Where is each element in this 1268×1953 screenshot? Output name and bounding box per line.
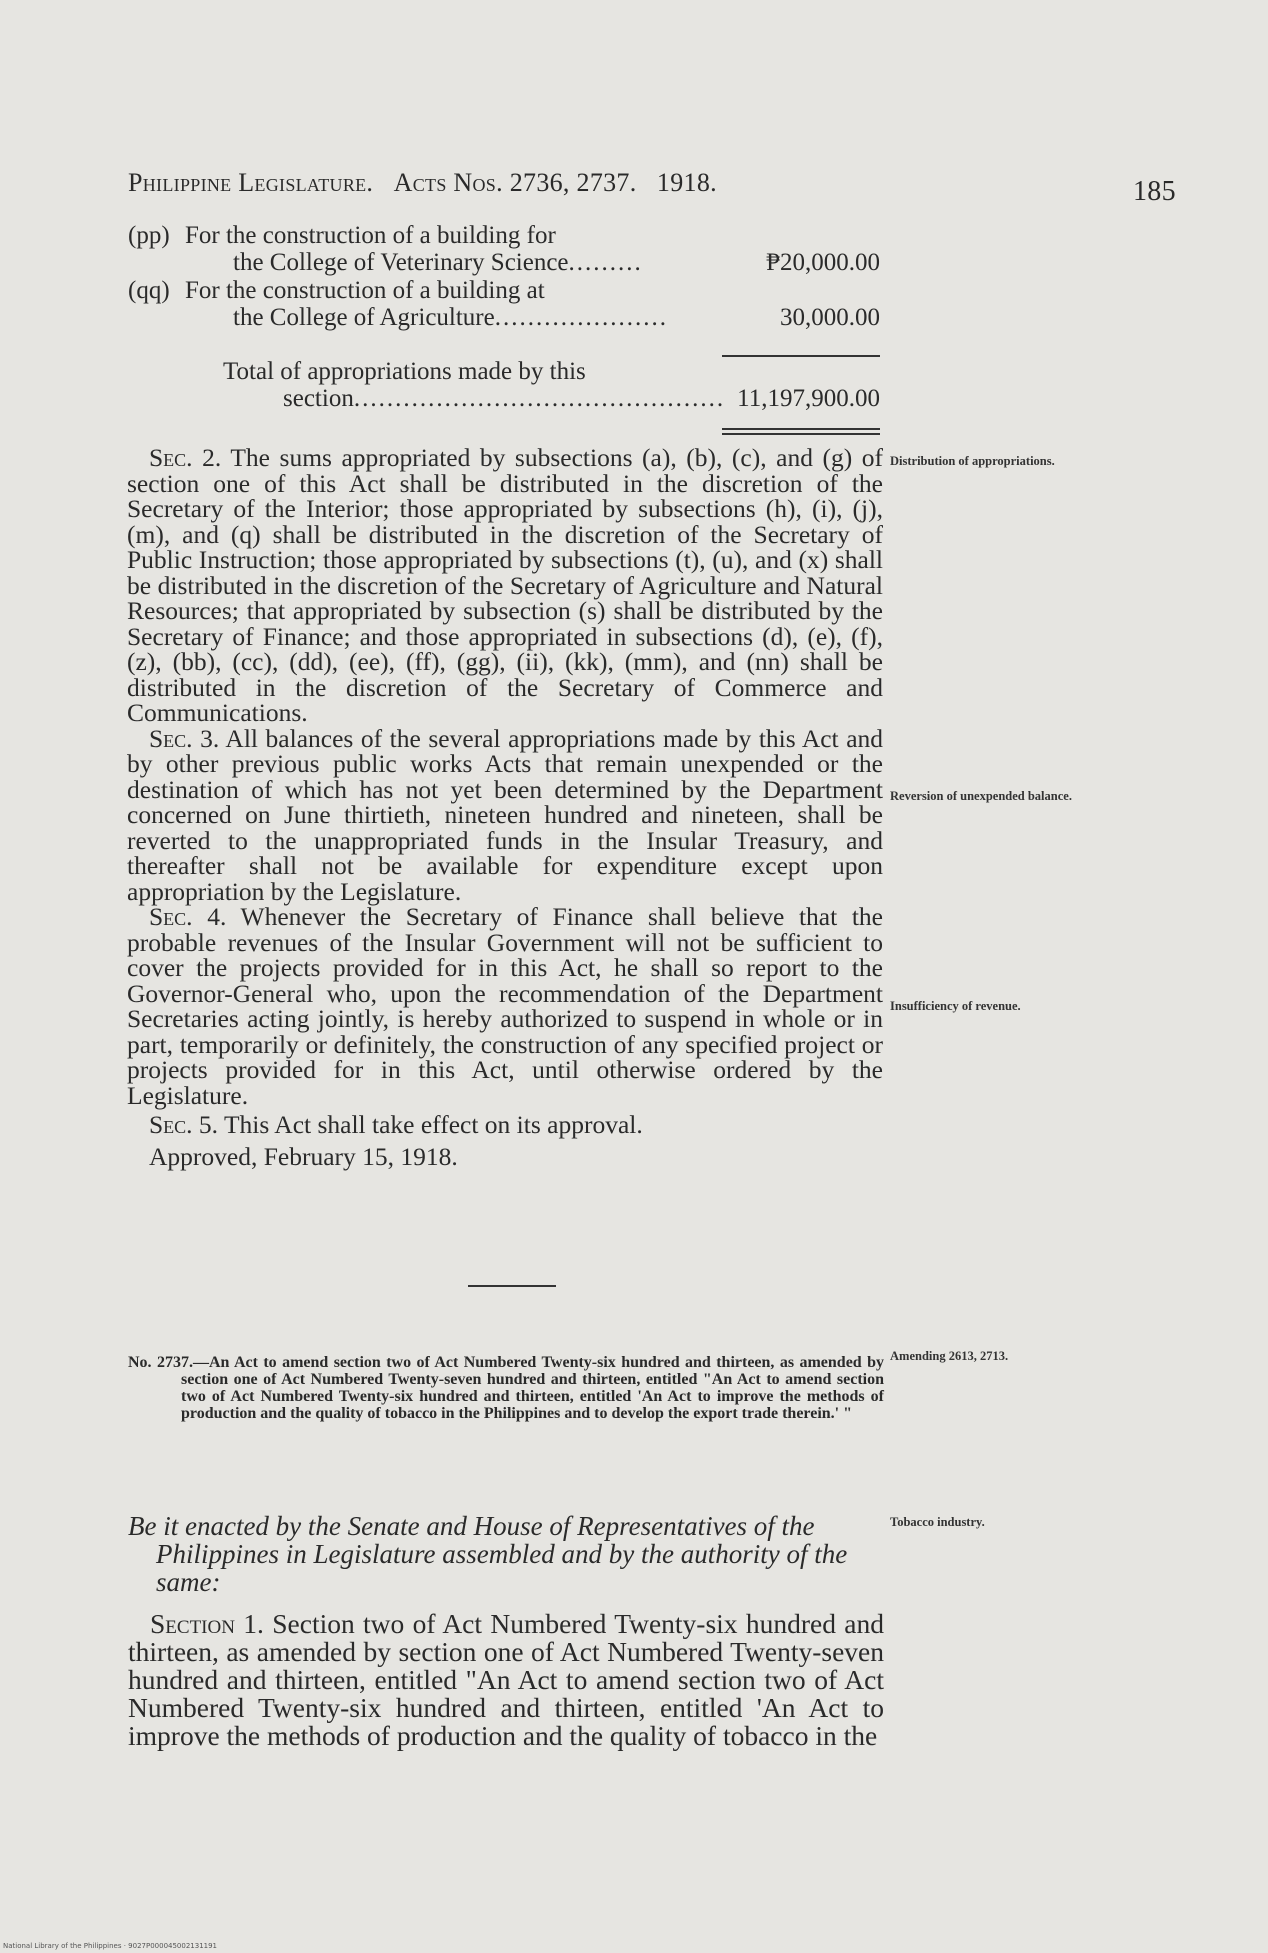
section-3-label: Sec. 3. (149, 723, 220, 753)
section-3 (127, 723, 884, 906)
appropriation-pp: (pp) For the construction of a building for the College of Veterinary Science......... ₱20,000.00 (128, 222, 880, 276)
scan-footer: National Library of the Philippines · 9027P000045002131191 (3, 1942, 218, 1950)
appropriation-pp-label: (pp) (128, 222, 170, 249)
appropriation-qq: (qq) For the construction of a building at the College of Agriculture..................... 30,000.00 (128, 277, 880, 331)
section-1-label: Section 1. (150, 1608, 264, 1639)
approval-line: Approved, February 15, 1918. (149, 1141, 458, 1171)
margin-note-tobacco: Tobacco industry. (890, 1515, 985, 1529)
section-5-text: This Act shall take effect on its approval. (223, 1110, 643, 1139)
section-2-text: The sums appropriated by subsections (a), (b), (c), and (g) of section one of this Act shall be distributed in the discretion of the Secretary of the Interior; those appropriated by subsections (h), (i), (j), (m), and (q) shall be distributed in the discretion of the Secretary of Public Instruction; those appropriated by subsections (t), (u), and (x) shall be distributed in the discretion of the Secretary of Agriculture and Natural Resources; that appropriated by subsection (s) shall be distributed by the Secretary of Finance; and those appropriated in subsections (d), (e), (f), (z), (bb), (cc), (dd), (ee), (ff), (gg), (ii), (kk), (mm), and (nn) shall be distributed in the discretion of the Secretary of Commerce and Communications. (127, 443, 884, 727)
section-3-text: All balances of the several appropriations made by this Act and by other previous public works Acts that remain unexpended or the destination of which has not yet been determined by the Department concerned on June thirtieth, nineteen hundred and nineteen, shall be reverted to the unappropriated funds in the Insular Treasury, and thereafter shall not be available for expenditure except upon appropriation by the Legislature. (127, 723, 884, 906)
margin-note-amending: Amending 2613, 2713. (890, 1349, 1009, 1363)
appropriation-pp-line2: the College of Veterinary Science (233, 249, 569, 276)
appropriation-qq-label: (qq) (128, 277, 170, 304)
enacting-clause-text: Be it enacted by the Senate and House of Representatives of the Philippines in Legislature assembled and by the authority of the same: (128, 1511, 848, 1597)
enacting-clause (128, 1512, 884, 1596)
section-5-label: Sec. 5. (149, 1110, 219, 1139)
act-2737-number: No. 2737. (128, 1354, 193, 1371)
act-2737-title: —An Act to amend section two of Act Numbered Twenty-six hundred and thirteen, as amended by section one of Act Numbered Twenty-seven hundred and thirteen, entitled "An Act to amend section two of Act Numbered Twenty-six hundred and thirteen, entitled 'An Act to improve the methods of production and the quality of tobacco in the Philippines and to develop the export trade therein.' " (181, 1354, 885, 1422)
section-4-label: Sec. 4. (149, 902, 227, 931)
section-1-text: Section two of Act Numbered Twenty-six hundred and thirteen, as amended by section one of Act Numbered Twenty-seven hundred and thirteen, entitled "An Act to amend section two of Act Numbered Twenty-six hundred and thirteen, entitled 'An Act to improve the methods of production and the quality of tobacco in the (128, 1608, 885, 1751)
page-number: 185 (1133, 176, 1176, 207)
section-5 (127, 1112, 883, 1138)
header-title: Philippine Legislature. (128, 168, 374, 197)
appropriation-pp-line1: For the construction of a building for (185, 222, 556, 249)
appropriation-pp-amount: ₱20,000.00 (766, 249, 880, 276)
margin-note-reversion: Reversion of unexpended balance. (890, 789, 1072, 803)
section-4-text: Whenever the Secretary of Finance shall believe that the probable revenues of the Insular Government will not be sufficient to cover the projects provided for in this Act, he shall so report to the Governor-General who, upon the recommendation of the Department Secretaries acting jointly, is hereby authorized to suspend in whole or in part, temporarily or definitely, the construction of any specified project or projects provided for in this Act, until otherwise ordered by the Legislature. (127, 902, 883, 1110)
act-separator-rule (468, 1285, 556, 1287)
section-2 (127, 445, 883, 726)
running-head (128, 168, 1176, 207)
appropriation-total: Total of appropriations made by this section............................................. 11,197,900.00 (223, 358, 880, 412)
header-year: 1918. (656, 168, 717, 197)
section-2-label: Sec. 2. (149, 443, 222, 472)
appropriation-qq-line1: For the construction of a building at (185, 277, 545, 304)
total-double-rule-bottom (722, 433, 880, 435)
appropriation-qq-line2: the College of Agriculture (233, 304, 495, 331)
subtotal-rule (722, 355, 880, 357)
act-2737-summary (128, 1354, 884, 1422)
total-amount: 11,197,900.00 (737, 385, 880, 412)
margin-note-distribution: Distribution of appropriations. (890, 454, 1055, 468)
total-line2: section (283, 385, 354, 412)
act-2737-section-1 (128, 1610, 884, 1750)
header-acts: Acts Nos. 2736, 2737. (393, 168, 637, 197)
margin-note-insufficiency: Insufficiency of revenue. (890, 999, 1021, 1013)
sections-body (127, 445, 883, 1169)
total-line1: Total of appropriations made by this (223, 358, 586, 385)
section-4 (127, 904, 883, 1108)
appropriation-qq-amount: 30,000.00 (780, 304, 880, 331)
total-double-rule-top (722, 428, 880, 430)
